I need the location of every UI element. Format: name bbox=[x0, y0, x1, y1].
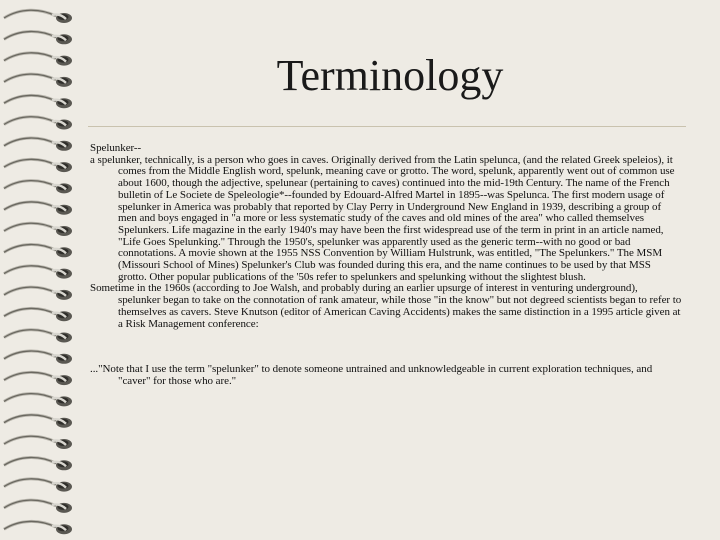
slide-body bbox=[90, 143, 682, 388]
quote-paragraph: ..."Note that I use the term "spelunker" to denote someone untrained and unknowledgeable in current exploration techniques, and "caver" for those who are." bbox=[90, 363, 653, 387]
paragraph-gap bbox=[90, 330, 682, 364]
spiral-binding-icon bbox=[0, 0, 80, 540]
slide-title: Terminology bbox=[276, 51, 504, 100]
term-heading: Spelunker-- bbox=[90, 142, 142, 154]
history-paragraph: Sometime in the 1960s (according to Joe Walsh, and probably during an earlier upsurge of interest in venturing underground), spelunker began to take on the connotation of rank amateur, while those "in the know" but not degreed scientists began to refer to themselves as cavers. Steve Knutson (editor of American Caving Accidents) makes the same distinction in a 1995 article given at a Risk Management conference: bbox=[90, 282, 682, 330]
title-divider bbox=[88, 126, 686, 127]
definition-paragraph: a spelunker, technically, is a person who goes in caves. Originally derived from the Latin spelunca, (and the related Greek speleios), it comes from the Middle English word, spelunk, meaning cave or grotto. The word, spelunk, apparently went out of common use about 1600, though the adjective, spelunear (pertaining to caves) continued into the mid-19th Century. The name of the French bulletin of Le Societe de Speleologie*--founded by Edouard-Alfred Martel in 1895--was Spelunca. The first modern usage of spelunker in America was probably that reported by Clay Perry in Underground New England in 1939, describing a group of men and boys engaged in "a more or less systematic study of the caves and old mines of the area" who called themselves Spelunkers. Life magazine in the early 1940's may have been the first widespread use of the term in print in an article named, "Life Goes Spelunking." Through the 1950's, spelunker was apparently used as the generic term--with no good or bad connotations. A movie shown at the 1955 NSS Convention by William Hulstrunk, was entitled, "The Spelunkers." The MSM (Missouri School of Mines) Spelunker's Club was founded during this era, and the name continues to be used by that MSS grotto. Other popular publications of the '50s refer to spelunkers and spelunking without the slightest blush. bbox=[90, 153, 675, 283]
